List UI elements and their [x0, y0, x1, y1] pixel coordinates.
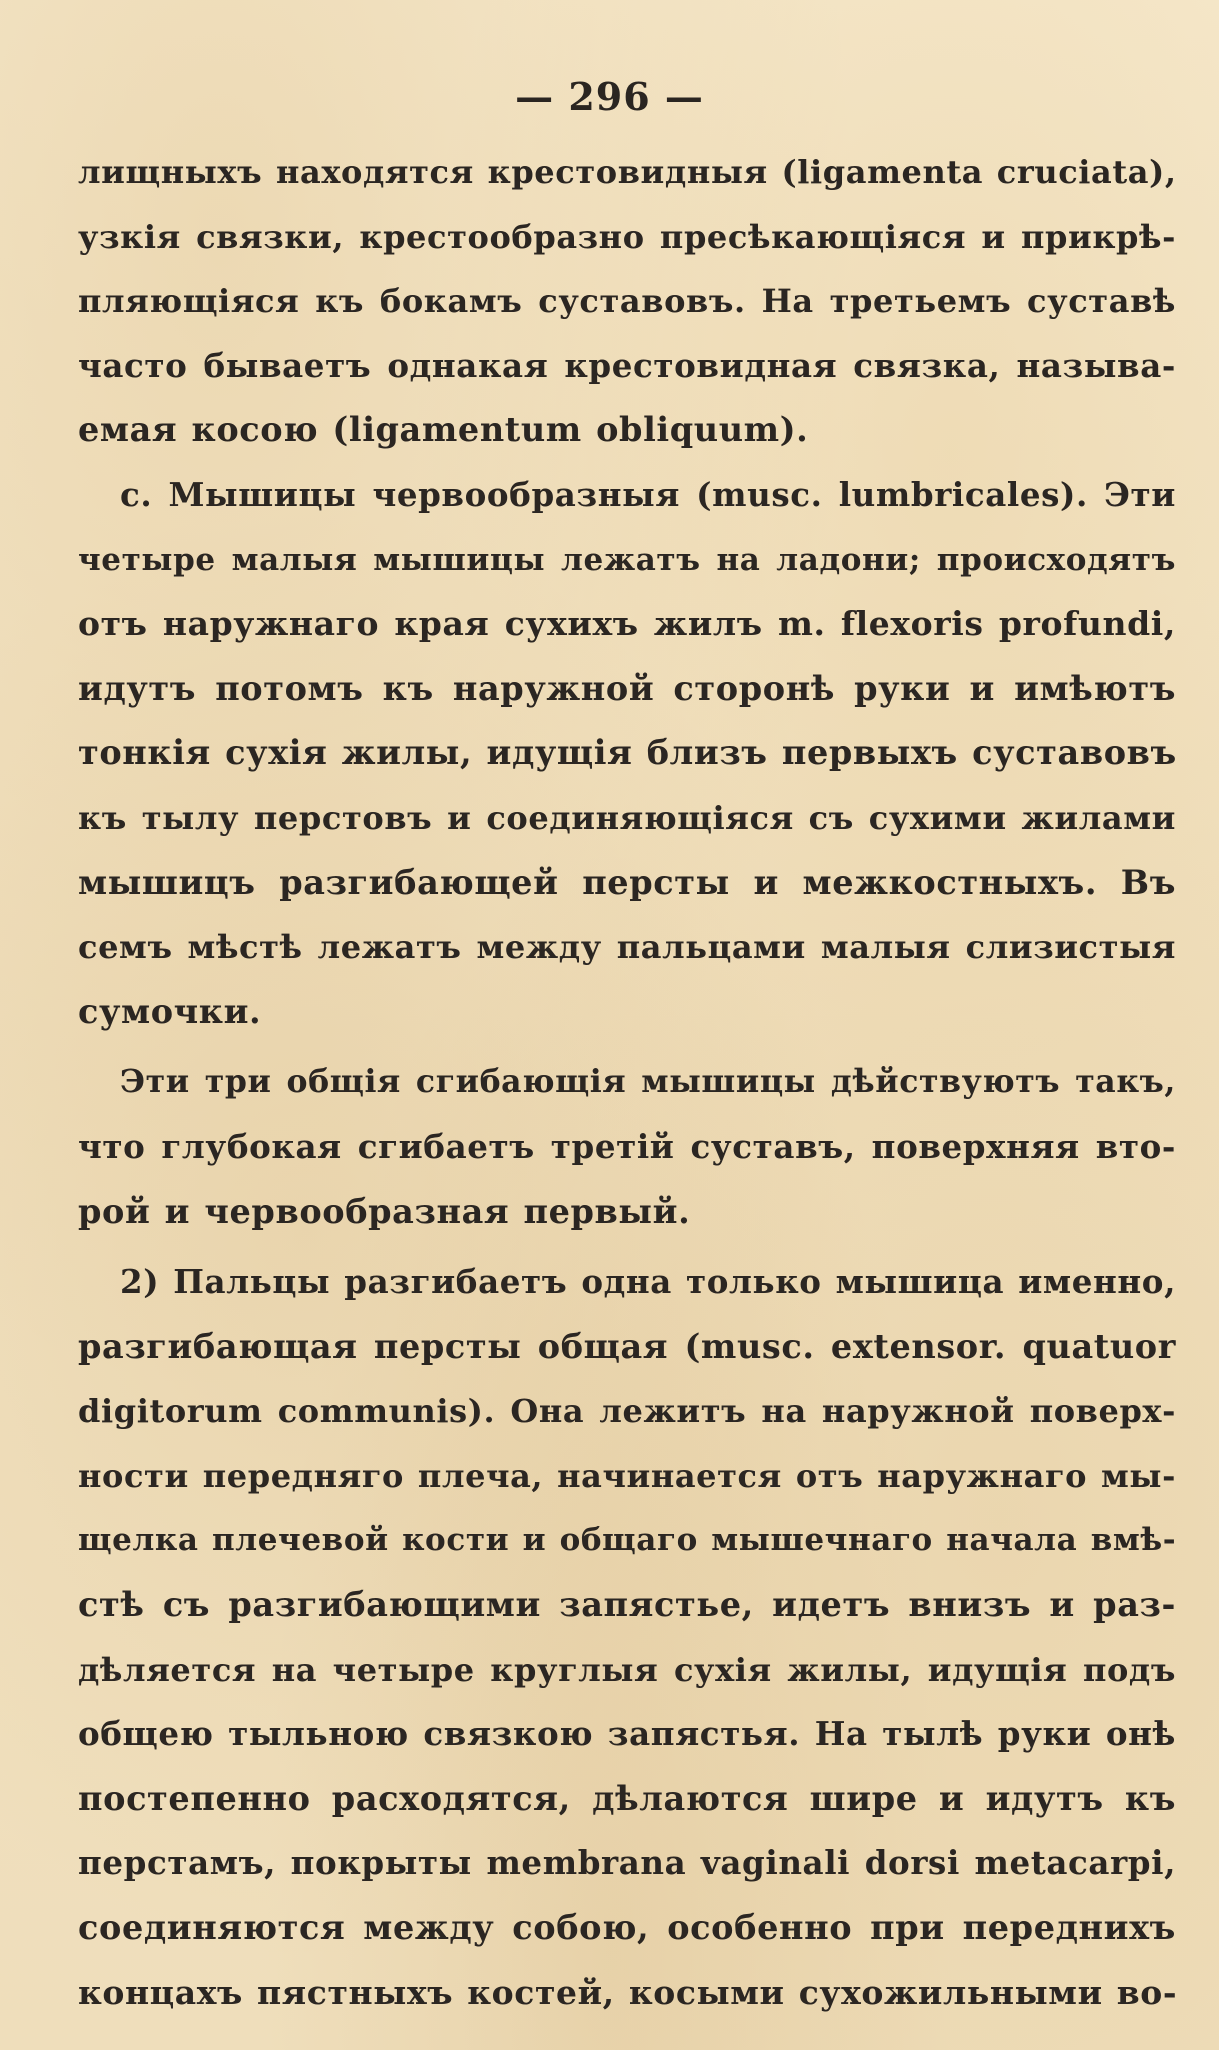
- text-line: лищныхъ находятся крестовидныя (ligamenta cruciata),: [78, 153, 1177, 191]
- text-line: мышицъ разгибающей персты и межкостныхъ. Въ: [78, 862, 1176, 902]
- text-line: концахъ пястныхъ костей, косыми сухожильными во-: [78, 1972, 1178, 2012]
- text-line: дѣляется на четыре круглыя сухія жилы, идущія подъ: [78, 1650, 1176, 1689]
- text-line: разгибающая персты общая (musc. extensor. quatuor: [78, 1326, 1176, 1366]
- text-line: c. Мышицы червообразныя (musc. lumbricales). Эти: [120, 474, 1176, 514]
- page-number: — 296 —: [515, 74, 704, 119]
- body-text: [78, 140, 1176, 2025]
- text-line: идутъ потомъ къ наружной сторонѣ руки и имѣютъ: [78, 668, 1176, 708]
- text-line: что глубокая сгибаетъ третій суставъ, поверхняя вто-: [78, 1126, 1176, 1166]
- text-line: емая косою (ligamentum obliquum).: [78, 410, 809, 450]
- text-line: сумочки.: [78, 991, 262, 1031]
- text-line: узкія связки, крестообразно пресѣкающіяся и прикрѣ-: [78, 217, 1176, 256]
- text-line: рой и червообразная первый.: [78, 1191, 691, 1231]
- text-line: тонкія сухія жилы, идущія близъ первыхъ суставовъ: [78, 733, 1177, 773]
- text-line: 2) Пальцы разгибаетъ одна только мышица именно,: [120, 1262, 1176, 1302]
- text-line: ности передняго плеча, начинается отъ наружнаго мы-: [78, 1456, 1176, 1495]
- text-line: пляющіяся къ бокамъ суставовъ. На третьемъ суставѣ: [78, 282, 1176, 321]
- text-line: отъ наружнаго края сухихъ жилъ m. flexoris profundi,: [78, 604, 1176, 644]
- text-line: четыре малыя мышицы лежатъ на ладони; происходятъ: [78, 541, 1176, 578]
- text-line: соединяются между собою, особенно при переднихъ: [78, 1908, 1176, 1948]
- text-line: часто бываетъ однакая крестовидная связка, называ-: [78, 345, 1176, 385]
- text-line: общею тыльною связкою запястья. На тылѣ руки онѣ: [78, 1714, 1176, 1754]
- text-line: постепенно расходятся, дѣлаются шире и идутъ къ: [78, 1778, 1176, 1818]
- text-line: къ тылу перстовъ и соединяющіяся съ сухими жилами: [78, 798, 1176, 837]
- text-line: digitorum communis). Она лежитъ на наружной поверх-: [78, 1392, 1176, 1431]
- text-line: семъ мѣстѣ лежатъ между пальцами малыя слизистыя: [78, 928, 1176, 967]
- text-line: щелка плечевой кости и общаго мышечнаго начала вмѣ-: [78, 1522, 1177, 1559]
- text-line: перстамъ, покрыты membrana vaginali dorsi metacarpi,: [78, 1843, 1176, 1883]
- text-line: Эти три общія сгибающія мышицы дѣйствуютъ такъ,: [120, 1063, 1176, 1101]
- text-line: стѣ съ разгибающими запястье, идетъ внизъ и раз-: [78, 1585, 1176, 1625]
